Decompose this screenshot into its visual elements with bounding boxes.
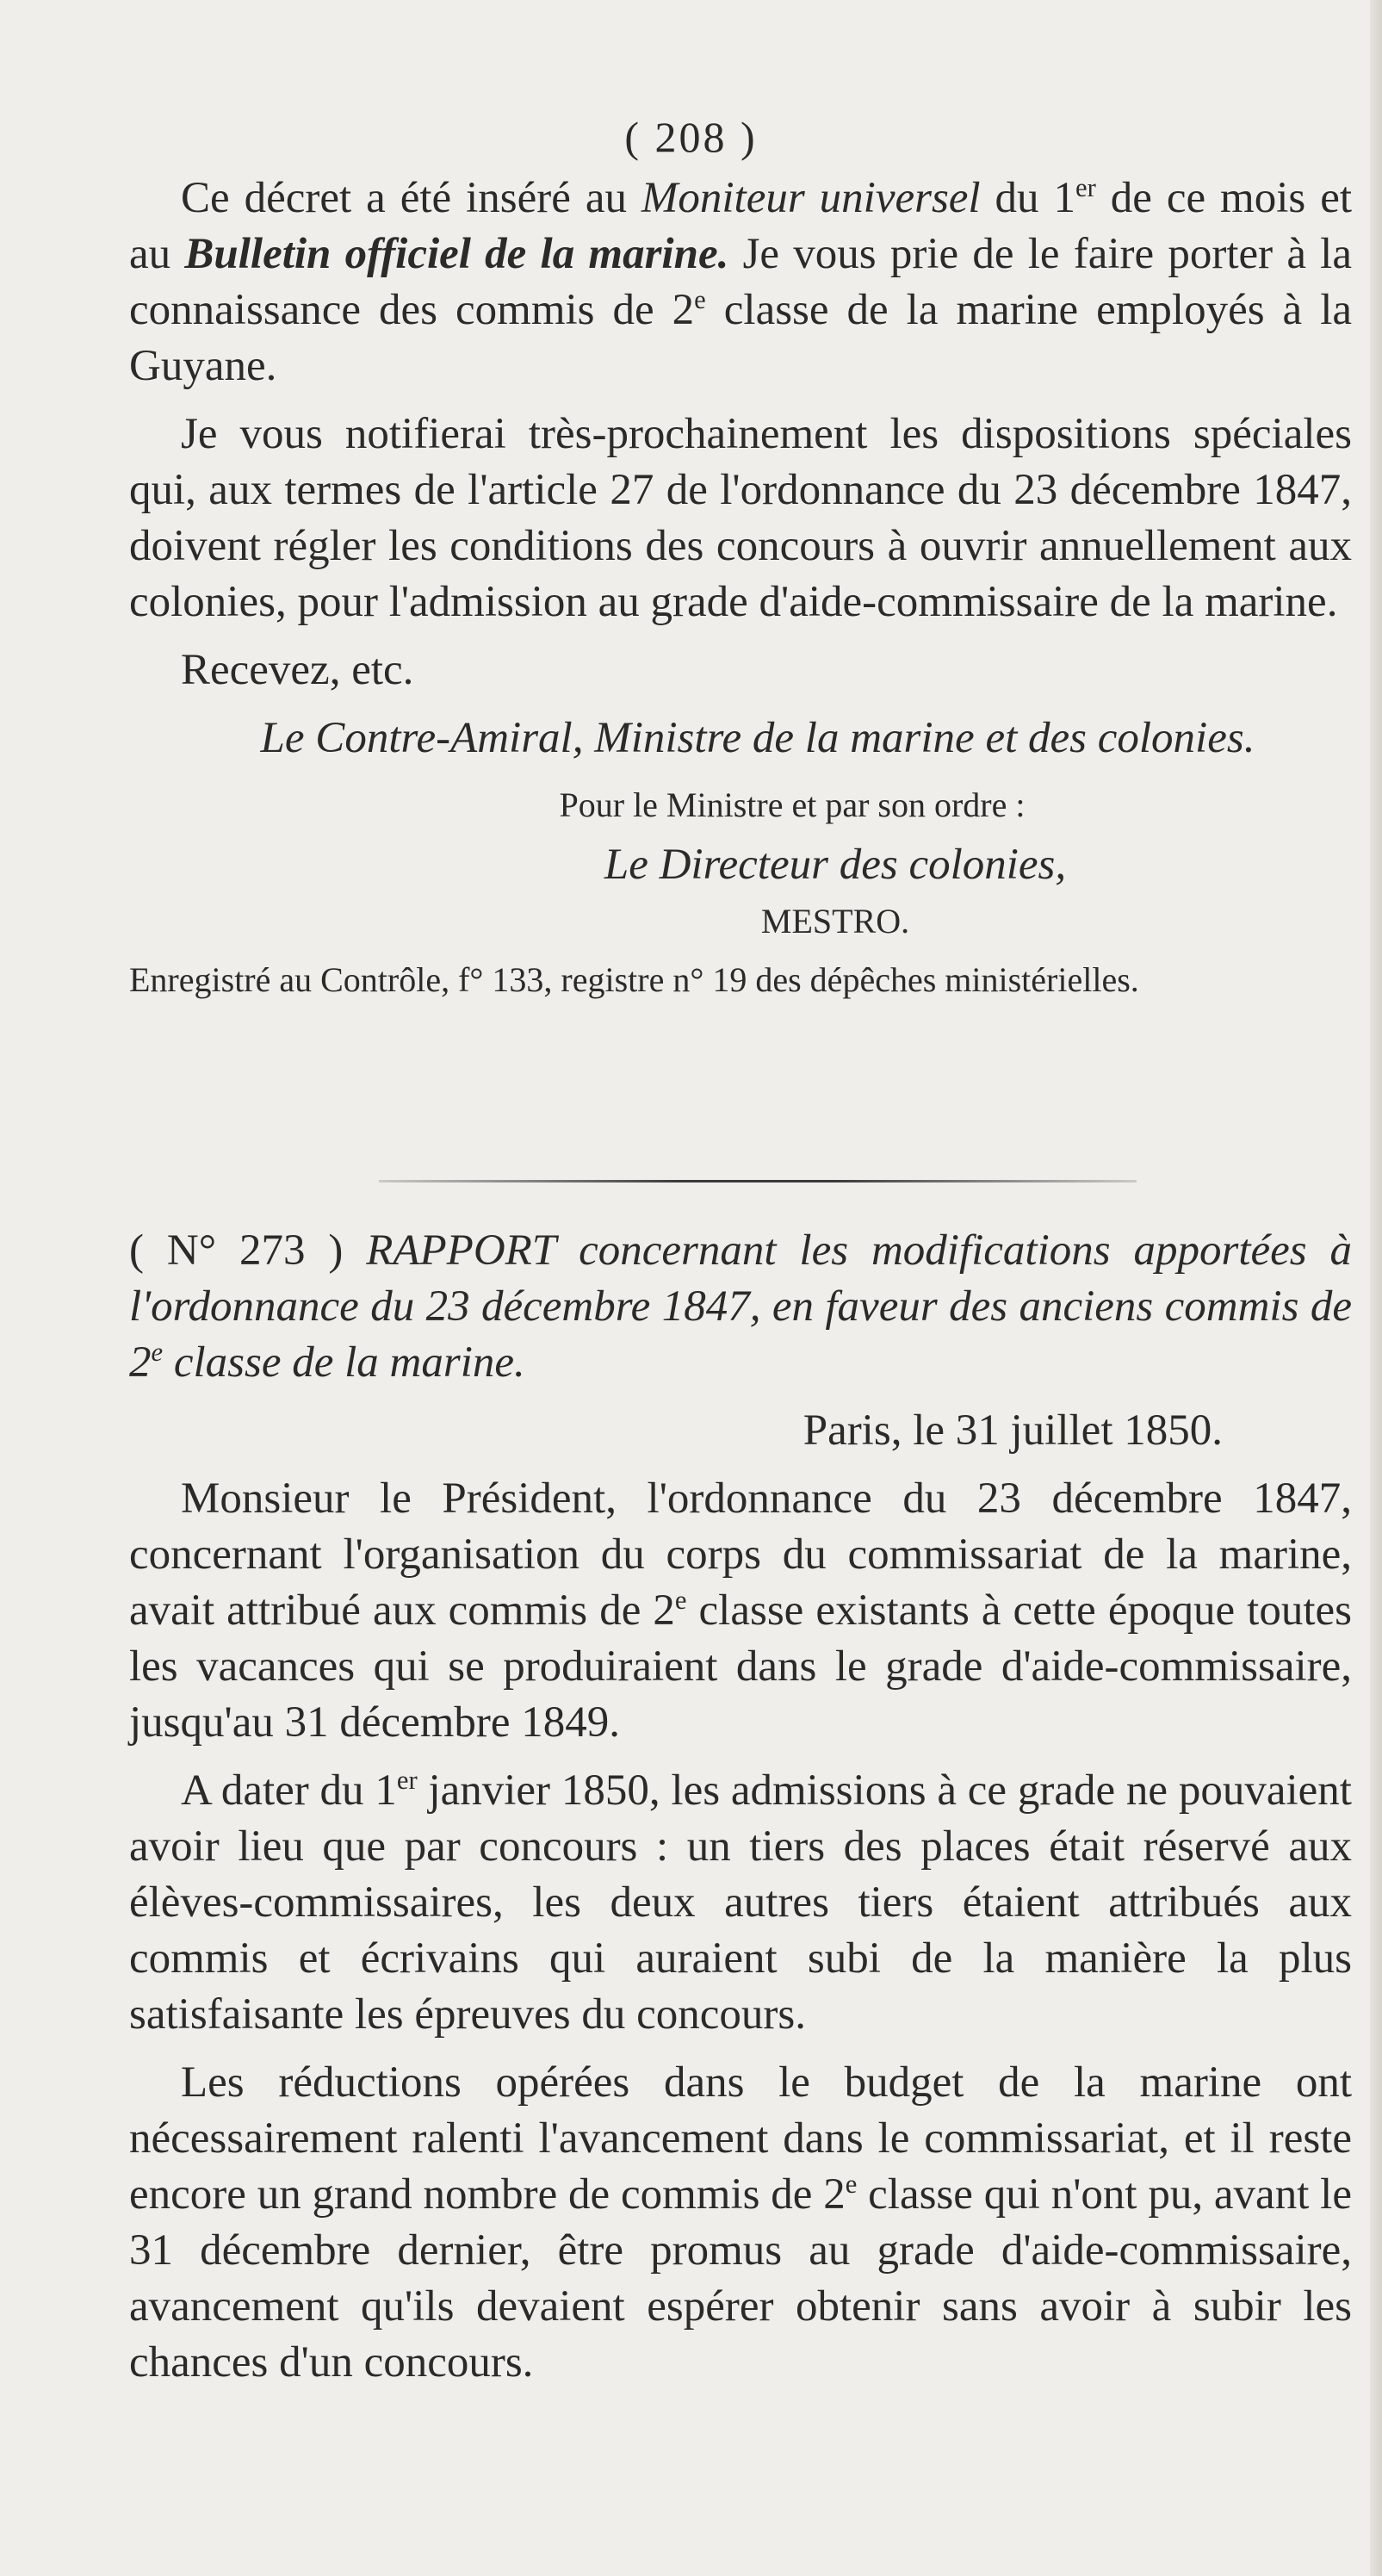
closing-formula: Recevez, etc. [181, 646, 414, 694]
director-name: MESTRO. [760, 902, 910, 940]
section-report [129, 1223, 1352, 2391]
report-number: ( N° 273 ) [129, 1226, 344, 1275]
report-date: Paris, le 31 juillet 1850. [803, 1406, 1223, 1455]
section-decree [129, 171, 1352, 1005]
director-title: Le Directeur des colonies, [604, 841, 1067, 889]
paragraph-decree-insertion: Ce décret a été inséré au Moniteur universel du 1er de ce mois et au Bulletin officiel de la marine. Je vous prie de le faire porter à la connaissance des commis de 2e classe de la marine employés à la Guyane. [129, 173, 1353, 390]
moniteur-title: Moniteur universel [641, 174, 981, 222]
paragraph-notification: Je vous notifierai très-prochainement les dispositions spéciales qui, aux termes de l'article 27 de l'ordonnance du 23 décembre 1847, doivent régler les conditions des concours à ouvrir annuellement aux colonies, pour l'admission au grade d'aide-commissaire de la marine. [129, 410, 1352, 626]
bulletin-title: Bulletin officiel de la marine. [184, 230, 729, 278]
page-number: ( 208 ) [624, 113, 758, 161]
section-divider [379, 1180, 1137, 1182]
for-minister-line: Pour le Ministre et par son ordre : [559, 785, 1026, 824]
registration-note: Enregistré au Contrôle, f° 133, registre n° 19 des dépêches ministérielles. [129, 960, 1139, 999]
report-heading [129, 1223, 1352, 1391]
paragraph-admissions: A dater du 1er janvier 1850, les admissions à ce grade ne pouvaient avoir lieu que par concours : un tiers des places était réservé aux élèves-commissaires, les deux autres tiers étaient attribués aux commis et écrivains qui auraient subi de la manière la plus satisfaisante les épreuves du concours. [129, 1766, 1352, 2039]
paragraph-reductions: Les réductions opérées dans le budget de la marine ont nécessairement ralenti l'avancement dans le commissariat, et il reste encore un grand nombre de commis de 2e classe qui n'ont pu, avant le 31 décembre dernier, être promus au grade d'aide-commissaire, avancement qu'ils devaient espérer obtenir sans avoir à subir les chances d'un concours. [129, 2058, 1352, 2387]
signature-minister: Le Contre-Amiral, Ministre de la marine et des colonies. [260, 714, 1255, 762]
page-edge [1370, 0, 1382, 2576]
report-title: RAPPORT concernant les modifications apportées à l'ordonnance du 23 décembre 1847, en faveur des anciens commis de 2e classe de la marine. [129, 1226, 1352, 1387]
paragraph-president: Monsieur le Président, l'ordonnance du 23 décembre 1847, concernant l'organisation du corps du commissariat de la marine, avait attribué aux commis de 2e classe existants à cette époque toutes les vacances qui se produiraient dans le grade d'aide-commissaire, jusqu'au 31 décembre 1849. [129, 1474, 1353, 1747]
